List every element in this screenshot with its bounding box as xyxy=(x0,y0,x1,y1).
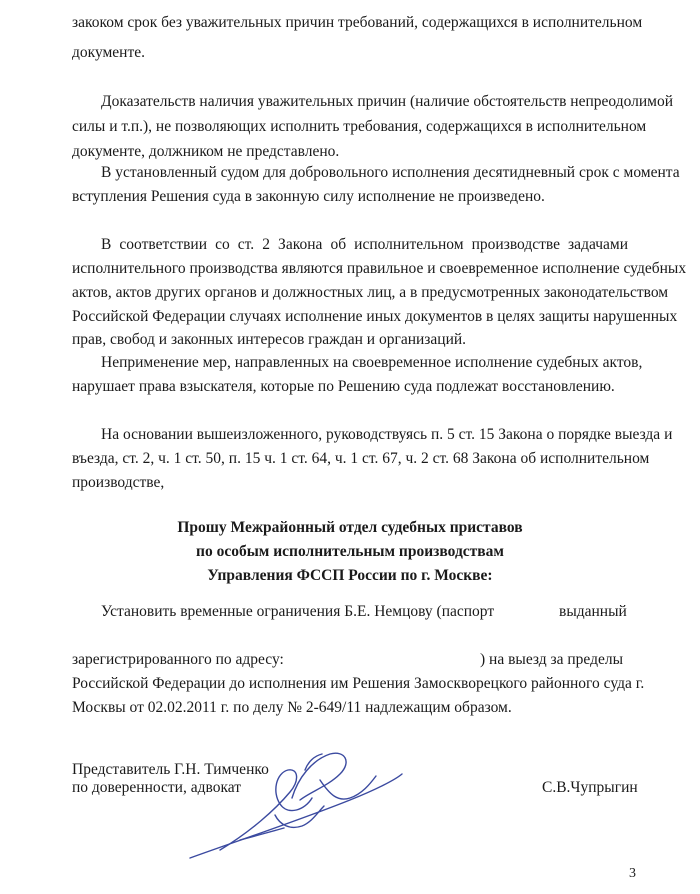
paragraph-6-line-2: въезда, ст. 2, ч. 1 ст. 50, п. 15 ч. 1 ст. 64, ч. 1 ст. 67, ч. 2 ст. 68 Закона об исполнительном xyxy=(72,450,650,467)
request-line-2-right: ) на выезд за пределы xyxy=(480,651,624,668)
page-number: 3 xyxy=(629,866,636,881)
paragraph-2-line-3: документе, должником не представлено. xyxy=(72,143,340,160)
paragraph-4-line-4: Российской Федерации случаях исполнение иных документов в целях защиты нарушенных xyxy=(72,308,678,325)
request-line-1-left: Установить временные ограничения Б.Е. Немцову (паспорт xyxy=(101,603,495,620)
request-heading-line-1: Прошу Межрайонный отдел судебных приставов xyxy=(177,519,523,536)
paragraph-4-line-3: актов, актов других органов и должностных лиц, а в предусмотренных законодательством xyxy=(72,284,669,301)
paragraph-4-line-5: прав, свобод и законных интересов граждан и организаций. xyxy=(72,331,467,348)
request-line-2-left: зарегистрированного по адресу: xyxy=(72,651,284,668)
paragraph-6-line-3: производстве, xyxy=(72,474,165,491)
signer-name: С.В.Чупрыгин xyxy=(542,779,638,796)
paragraph-5-line-1: Неприменение мер, направленных на своевременное исполнение судебных актов, xyxy=(101,354,643,371)
representative-capacity: по доверенности, адвокат xyxy=(72,779,241,796)
paragraph-2-line-2: силы и т.п.), не позволяющих исполнить требования, содержащихся в исполнительном xyxy=(72,118,647,135)
request-line-1-right: выданный xyxy=(559,603,627,620)
handwritten-signature xyxy=(180,740,410,870)
paragraph-4-line-2: исполнительного производства являются правильное и своевременное исполнение судебных xyxy=(72,260,687,277)
paragraph-1-line-2: документе. xyxy=(72,44,146,61)
paragraph-1-line-1: закоком срок без уважительных причин требований, содержащихся в исполнительном xyxy=(72,14,643,31)
paragraph-2-line-1: Доказательств наличия уважительных причин (наличие обстоятельств непреодолимой xyxy=(101,93,674,110)
paragraph-6-line-1: На основании вышеизложенного, руководствуясь п. 5 ст. 15 Закона о порядке выезда и xyxy=(101,426,673,443)
paragraph-3-line-1: В установленный судом для добровольного исполнения десятидневный срок с момента xyxy=(101,164,680,181)
paragraph-5-line-2: нарушает права взыскателя, которые по Решению суда подлежат восстановлению. xyxy=(72,378,615,395)
request-line-4: Москвы от 02.02.2011 г. по делу № 2-649/11 надлежащим образом. xyxy=(72,699,512,716)
paragraph-4-line-1: В соответствии со ст. 2 Закона об исполнительном производстве задачами xyxy=(101,236,628,253)
representative-name: Представитель Г.Н. Тимченко xyxy=(72,761,269,778)
request-line-3: Российской Федерации до исполнения им Решения Замоскворецкого районного суда г. xyxy=(72,675,645,692)
request-heading-line-2: по особым исполнительным производствам xyxy=(196,543,504,560)
paragraph-3-line-2: вступления Решения суда в законную силу исполнение не произведено. xyxy=(72,188,545,205)
request-heading-line-3: Управления ФССП России по г. Москве: xyxy=(207,567,493,584)
